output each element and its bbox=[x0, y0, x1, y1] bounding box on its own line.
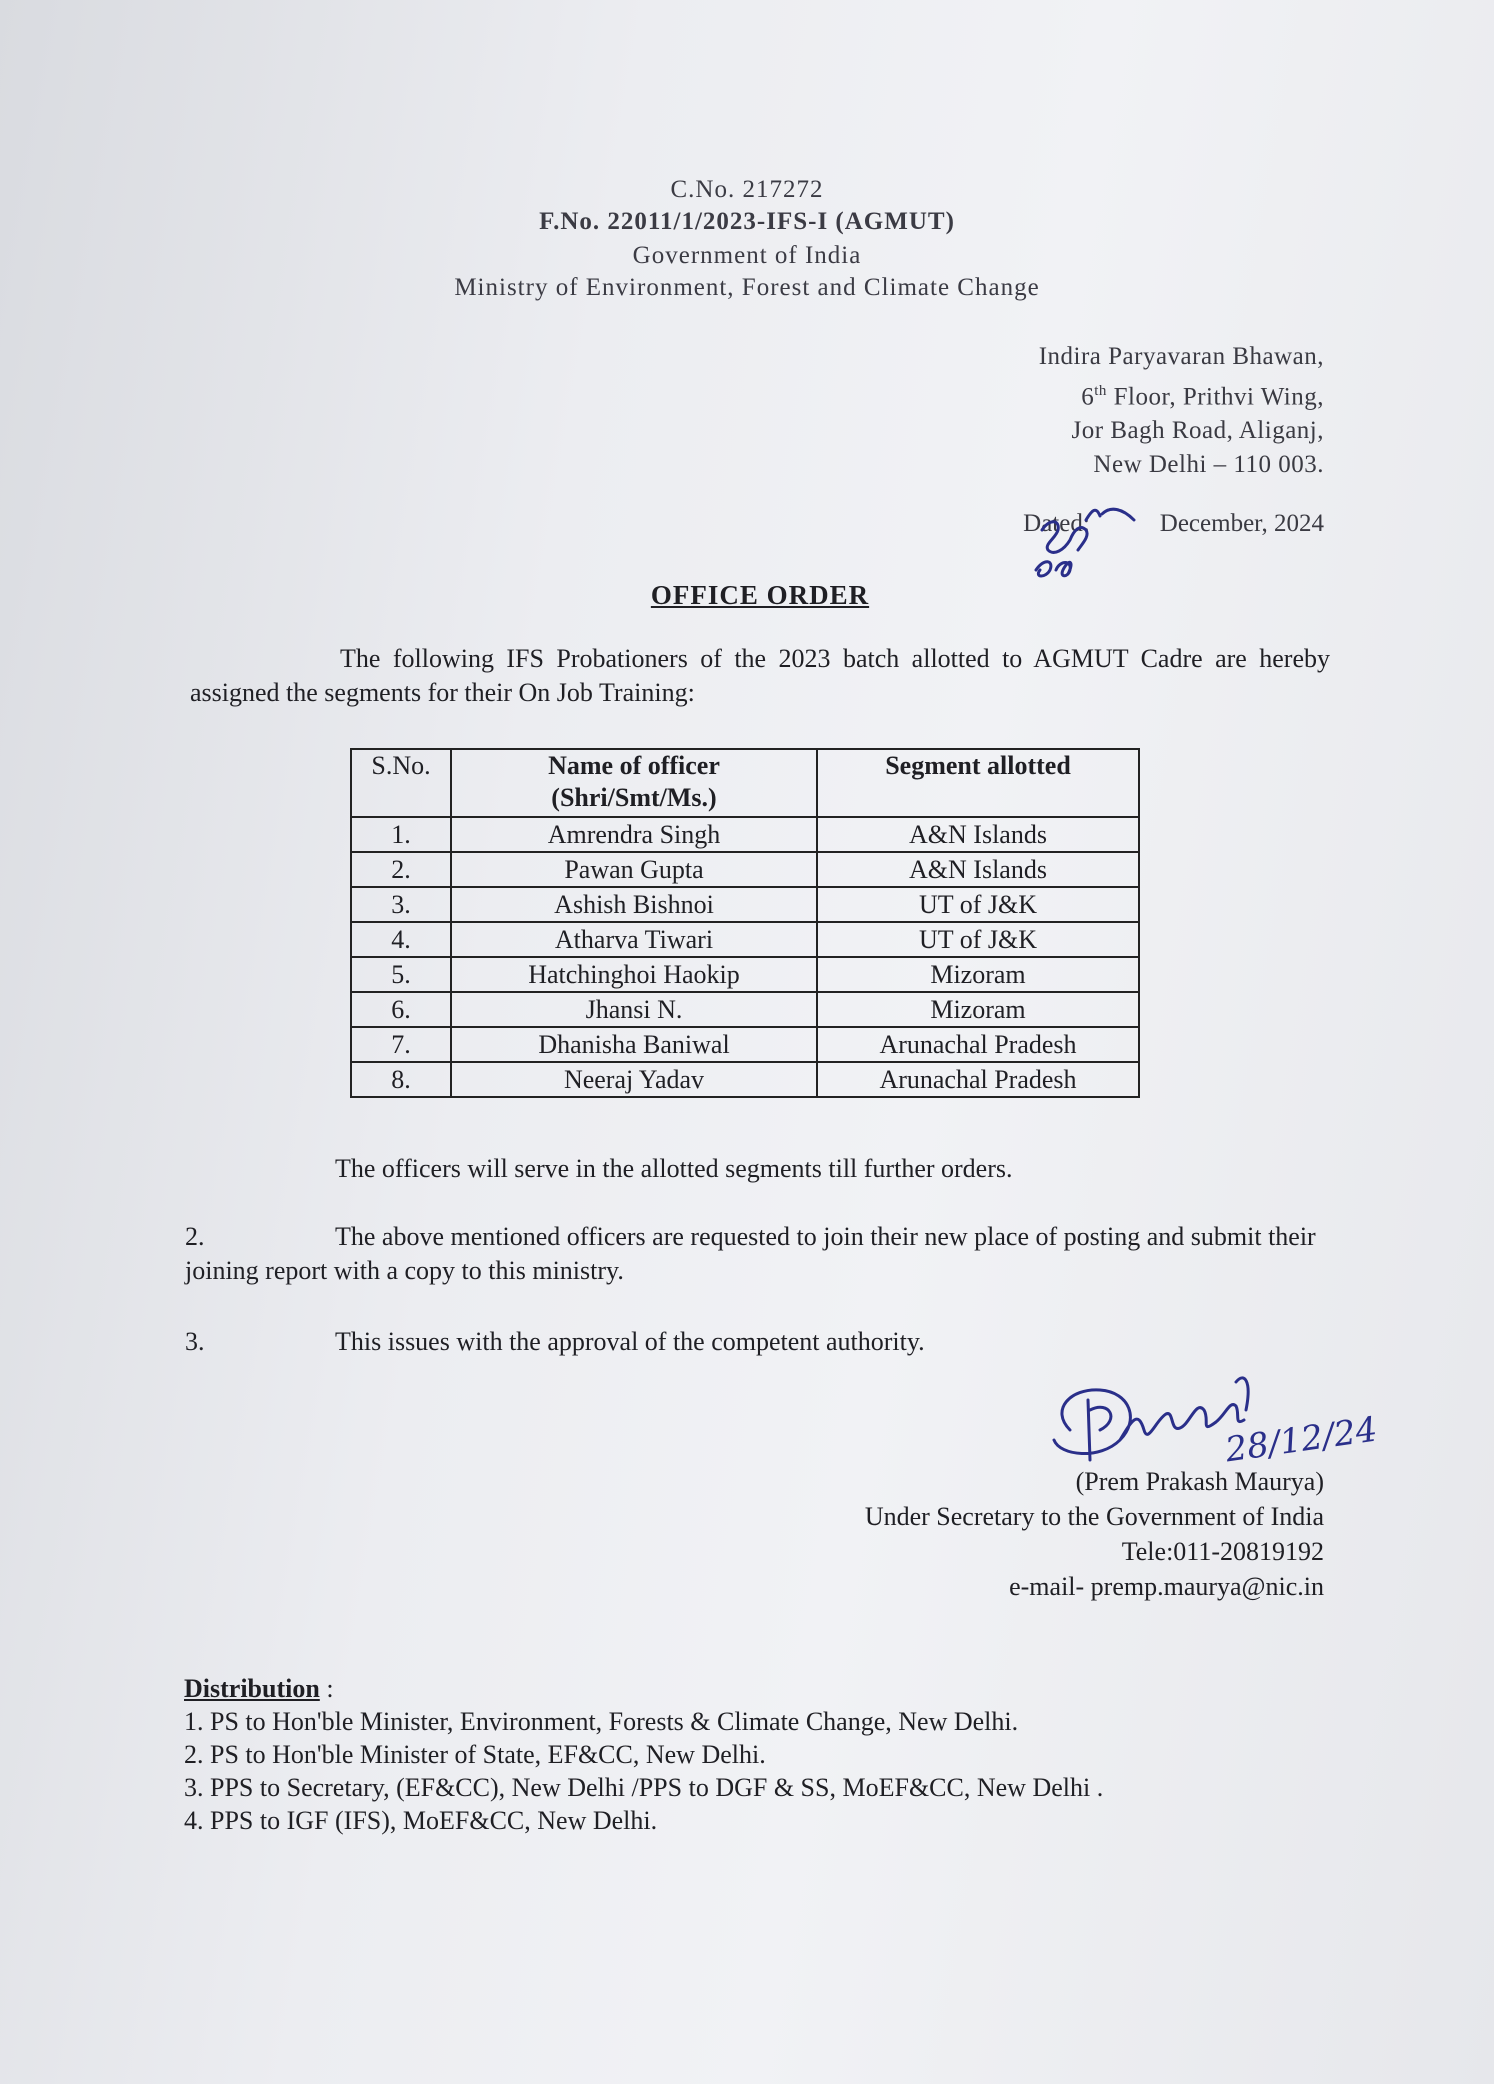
cell-sno: 5. bbox=[351, 957, 451, 992]
cell-segment: A&N Islands bbox=[817, 817, 1139, 852]
cell-name: Jhansi N. bbox=[451, 992, 817, 1027]
segments-table bbox=[350, 748, 1140, 1098]
table-row bbox=[351, 922, 1139, 957]
list-item: 3. PPS to Secretary, (EF&CC), New Delhi /PPS to DGF & SS, MoEF&CC, New Delhi . bbox=[184, 1773, 1104, 1802]
list-item: 1. PS to Hon'ble Minister, Environment, Forests & Climate Change, New Delhi. bbox=[184, 1707, 1019, 1736]
handwritten-signature-date: 28/12/24 bbox=[1222, 1409, 1380, 1471]
header-segment: Segment allotted bbox=[817, 749, 1139, 817]
list-item: 4. PPS to IGF (IFS), MoEF&CC, New Delhi. bbox=[184, 1806, 658, 1835]
cell-name: Neeraj Yadav bbox=[451, 1062, 817, 1097]
paragraph-3-text: This issues with the approval of the competent authority. bbox=[335, 1327, 925, 1356]
serve-statement: The officers will serve in the allotted segments till further orders. bbox=[335, 1154, 1013, 1183]
cell-sno: 3. bbox=[351, 887, 451, 922]
header-name: Name of officer (Shri/Smt/Ms.) bbox=[451, 749, 817, 817]
list-item: 2. PS to Hon'ble Minister of State, EF&CC, New Delhi. bbox=[184, 1740, 766, 1769]
header-sno: S.No. bbox=[351, 749, 451, 817]
signatory-phone: Tele:011-20819192 bbox=[1121, 1537, 1324, 1566]
cell-name: Pawan Gupta bbox=[451, 852, 817, 887]
ministry-line: Ministry of Environment, Forest and Climate Change bbox=[454, 274, 1040, 301]
cell-name: Ashish Bishnoi bbox=[451, 887, 817, 922]
file-fno: F.No. 22011/1/2023-IFS-I (AGMUT) bbox=[539, 208, 955, 235]
cell-sno: 7. bbox=[351, 1027, 451, 1062]
address-line-4: New Delhi – 110 003. bbox=[1093, 451, 1324, 479]
page-title: OFFICE ORDER bbox=[650, 580, 870, 610]
cell-sno: 8. bbox=[351, 1062, 451, 1097]
address-line-2: 6th Floor, Prithvi Wing, bbox=[1081, 383, 1324, 411]
office-address bbox=[1039, 340, 1324, 482]
intro-paragraph: The following IFS Probationers of the 2023 batch allotted to AGMUT Cadre are hereby assigned the segments for their On Job Training: bbox=[190, 644, 1330, 707]
cell-name: Hatchinghoi Haokip bbox=[451, 957, 817, 992]
dated-month-year: December, 2024 bbox=[1159, 510, 1324, 537]
signatory-designation: Under Secretary to the Government of India bbox=[864, 1502, 1324, 1531]
distribution-heading: Distribution : bbox=[184, 1674, 334, 1703]
address-line-1: Indira Paryavaran Bhawan, bbox=[1038, 343, 1324, 370]
cell-sno: 2. bbox=[351, 852, 451, 887]
cell-segment: Mizoram bbox=[817, 992, 1139, 1027]
table-row bbox=[351, 1062, 1139, 1097]
cell-name: Atharva Tiwari bbox=[451, 922, 817, 957]
paragraph-2 bbox=[185, 1220, 1325, 1288]
table-row bbox=[351, 887, 1139, 922]
handwritten-date-mark bbox=[1030, 500, 1150, 580]
table-header-row bbox=[351, 749, 1139, 817]
table-row bbox=[351, 957, 1139, 992]
cell-segment: Arunachal Pradesh bbox=[817, 1062, 1139, 1097]
signatory-name: (Prem Prakash Maurya) bbox=[1075, 1467, 1324, 1496]
cell-name: Amrendra Singh bbox=[451, 817, 817, 852]
dated-label: Dated: bbox=[1023, 510, 1090, 537]
paragraph-3-number: 3. bbox=[185, 1327, 205, 1356]
cell-sno: 6. bbox=[351, 992, 451, 1027]
address-line-3: Jor Bagh Road, Aliganj, bbox=[1071, 417, 1324, 445]
signature-block bbox=[865, 1464, 1324, 1604]
signatory-email: e-mail- premp.maurya@nic.in bbox=[1009, 1572, 1324, 1601]
government-line: Government of India bbox=[632, 242, 862, 269]
table-row bbox=[351, 992, 1139, 1027]
cell-sno: 4. bbox=[351, 922, 451, 957]
file-cno: C.No. 217272 bbox=[670, 176, 824, 203]
table-row bbox=[351, 852, 1139, 887]
distribution-list bbox=[184, 1672, 1103, 1837]
paragraph-3 bbox=[185, 1325, 925, 1359]
cell-segment: Mizoram bbox=[817, 957, 1139, 992]
paragraph-2-number: 2. bbox=[185, 1222, 205, 1251]
paragraph-2-text: The above mentioned officers are requested to join their new place of posting and submit their joining report with a copy to this ministry. bbox=[185, 1222, 1316, 1285]
cell-segment: UT of J&K bbox=[817, 922, 1139, 957]
table-row bbox=[351, 1027, 1139, 1062]
table-row bbox=[351, 817, 1139, 852]
cell-sno: 1. bbox=[351, 817, 451, 852]
cell-segment: UT of J&K bbox=[817, 887, 1139, 922]
cell-name: Dhanisha Baniwal bbox=[451, 1027, 817, 1062]
cell-segment: A&N Islands bbox=[817, 852, 1139, 887]
cell-segment: Arunachal Pradesh bbox=[817, 1027, 1139, 1062]
